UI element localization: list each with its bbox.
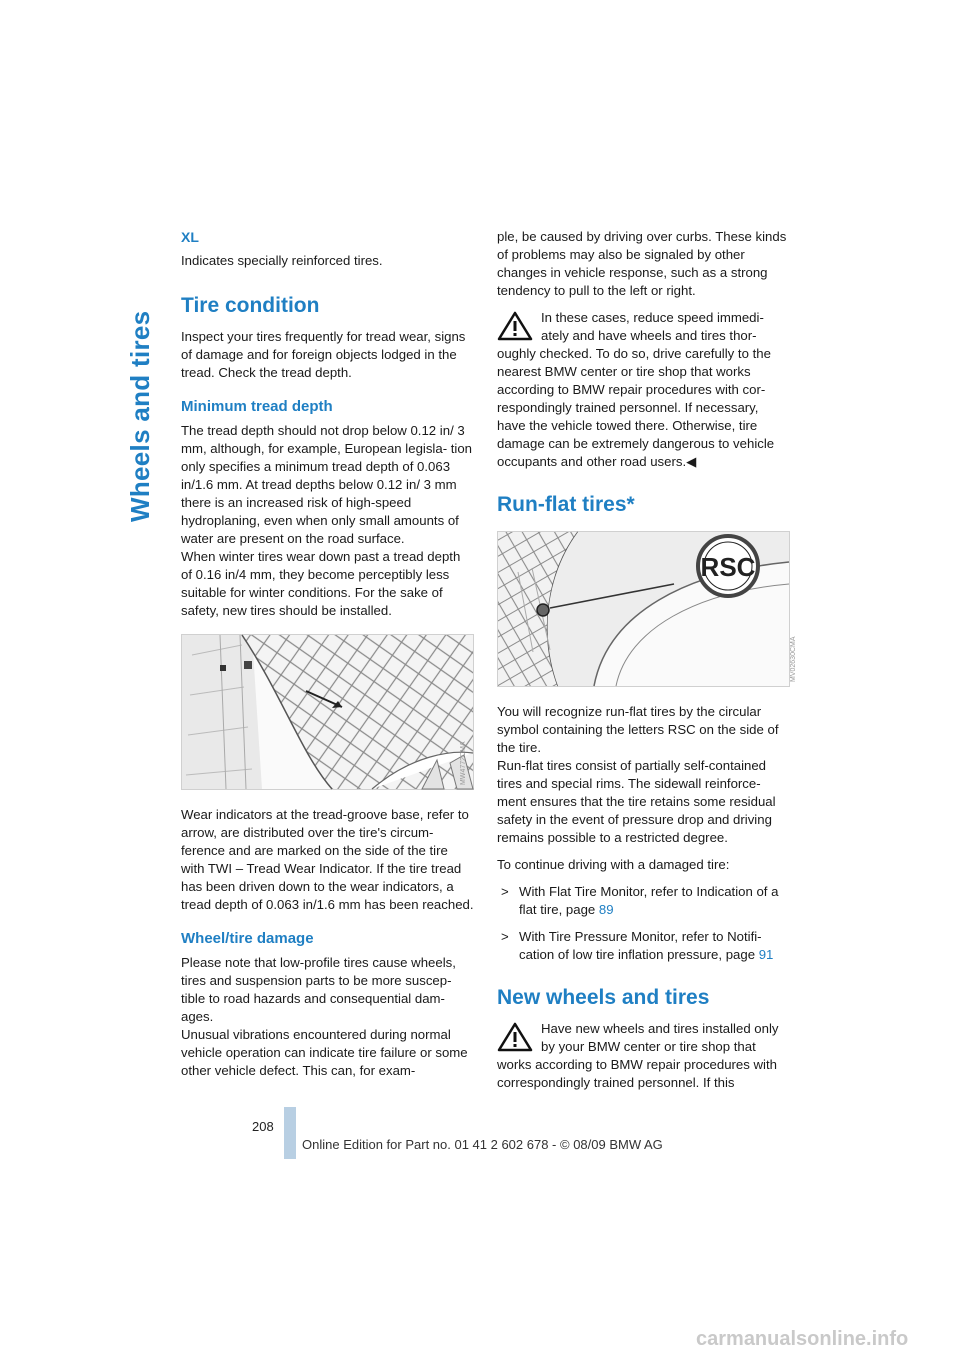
min-tread-text-1: The tread depth should not drop below 0.12 in/ 3 mm, although, for example, European legisla- tion only specifies a minimum tread depth of 0.063 in/1.6 mm. At tread depths below 0.12 in/ 3 mm there is an increased risk of high-speed hydroplaning, even when only small amounts of water are present on the road surface. <box>181 423 473 546</box>
runflat-heading: Run-flat tires* <box>497 493 635 516</box>
right-column <box>497 228 797 1101</box>
tire-condition-heading: Tire condition <box>181 294 320 317</box>
min-tread-text-2: When winter tires wear down past a tread depth of 0.16 in/4 mm, they become perceptibly less suitable for winter conditions. For the sake of safety, new tires should be installed. <box>181 549 461 618</box>
watermark: carmanualsonline.info <box>696 1328 909 1350</box>
bullet-item <box>497 928 790 964</box>
page-ref-link[interactable]: 89 <box>598 902 614 917</box>
warning-triangle-icon <box>497 311 533 341</box>
rsc-symbol-label: RSC <box>700 552 756 582</box>
xl-heading: XL <box>181 229 199 245</box>
tread-wear-illustration <box>182 635 473 789</box>
runflat-figure <box>497 531 797 687</box>
figure-code: MW4772CMA <box>460 741 467 785</box>
section-side-tab <box>124 232 156 522</box>
figure-code: MV02630CMA <box>790 636 797 682</box>
edition-text: Online Edition for Part no. 01 41 2 602 678 - © 08/09 BMW AG <box>302 1137 663 1152</box>
warning-block-2 <box>497 1020 790 1092</box>
runflat-text-2: Run-flat tires consist of partially self-contained tires and special rims. The sidewall reinforce- ment ensures that the tire retains some residual safety in the event of pressure drop and driving remains possible to a restricted degree. <box>497 758 776 845</box>
bullet-mark: > <box>501 884 509 899</box>
bullet-2-text: With Tire Pressure Monitor, refer to Notifi- cation of low tire inflation pressure, page <box>519 929 762 962</box>
tread-wear-figure <box>181 634 474 790</box>
page-number: 208 <box>252 1119 274 1134</box>
continue-driving-text: To continue driving with a damaged tire: <box>497 857 730 872</box>
bullet-item <box>497 883 790 919</box>
footer-bar <box>284 1107 296 1159</box>
warning-triangle-icon <box>497 1022 533 1052</box>
min-tread-heading: Minimum tread depth <box>181 398 333 415</box>
xl-text: Indicates specially reinforced tires. <box>181 253 383 268</box>
damage-text-1: Please note that low-profile tires cause wheels, tires and suspension parts to be more suscep- tible to road hazards and consequential dam- ages. <box>181 955 456 1024</box>
damage-heading: Wheel/tire damage <box>181 930 314 947</box>
bullet-mark: > <box>501 929 509 944</box>
new-wheels-heading: New wheels and tires <box>497 986 710 1009</box>
end-mark-icon: ◀ <box>686 454 697 469</box>
tire-condition-text: Inspect your tires frequently for tread wear, signs of damage and for foreign objects lodged in the tread. Check the tread depth. <box>181 329 466 380</box>
warning-2-text: Have new wheels and tires installed only by your BMW center or tire shop that works according to BMW repair procedures with correspondingly trained personnel. If this <box>497 1021 779 1090</box>
warning-block-1 <box>497 309 790 471</box>
runflat-illustration <box>498 532 789 686</box>
bullet-1-text: With Flat Tire Monitor, refer to Indication of a flat tire, page <box>519 884 779 917</box>
damage-text-2: Unusual vibrations encountered during normal vehicle operation can indicate tire failure or some other vehicle defect. This can, for exam- <box>181 1027 468 1078</box>
section-title: Wheels and tires <box>125 310 155 522</box>
runflat-text-1: You will recognize run-flat tires by the circular symbol containing the letters RSC on the side of the tire. <box>497 704 779 755</box>
damage-continued-text: ple, be caused by driving over curbs. These kinds of problems may also be signaled by other changes in vehicle response, such as a strong tendency to pull to the left or right. <box>497 229 787 298</box>
warning-1-text: In these cases, reduce speed immedi- ately and have wheels and tires thor- oughly checked. To do so, drive carefully to the nearest BMW center or tire shop that works according to BMW repair procedures with cor- respondingly trained personnel. If necessary, have the vehicle towed there. Otherwise, tire damage can be extremely dangerous to vehicle occupants and other road users. <box>497 310 775 469</box>
page-ref-link[interactable]: 91 <box>758 947 774 962</box>
left-column <box>181 228 474 1089</box>
wear-indicator-text: Wear indicators at the tread-groove base, refer to arrow, are distributed over the tire's circum- ference and are marked on the side of the tire with TWI – Tread Wear Indicator. If the tire tread has been driven down to the wear indicators, a tread depth of 0.063 in/1.6 mm has been reached. <box>181 807 474 912</box>
